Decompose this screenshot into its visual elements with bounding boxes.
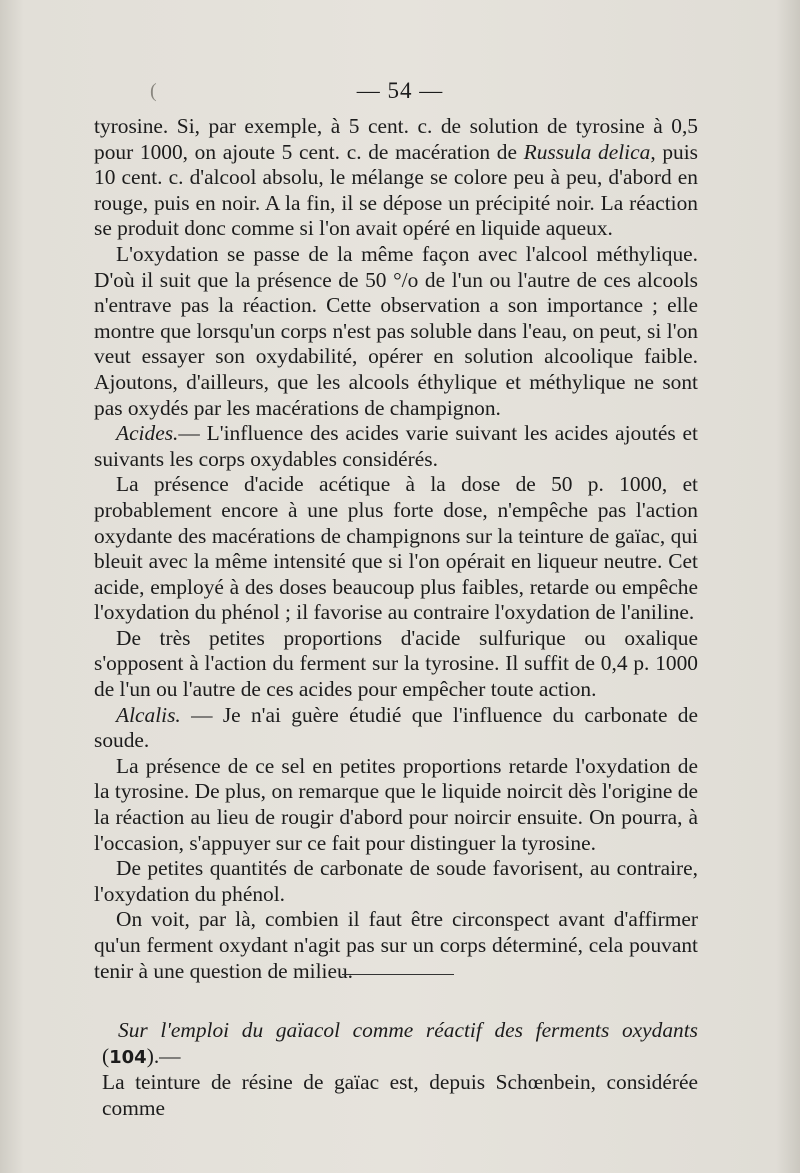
paragraph bbox=[94, 907, 698, 984]
text-run: De très petites proportions d'acide sulfurique ou oxalique s'opposent à l'action du ferment sur la tyrosine. Il suffit de 0,4 p. 1000 de l'un ou l'autre de ces acides pour empêcher toute action. bbox=[94, 625, 698, 702]
text-run: La teinture de résine de gaïac est, depuis Schœnbein, considérée comme bbox=[102, 1070, 698, 1120]
paragraph bbox=[94, 703, 698, 754]
paragraph bbox=[94, 242, 698, 421]
paragraph bbox=[94, 472, 698, 626]
text-run: , puis 10 cent. c. d'alcool absolu, le mélange se colore peu à peu, d'abord en rouge, puis en noir. A la fin, il se dépose un précipité noir. La réaction se produit donc comme si l'on avait opéré en liquide aqueux. bbox=[94, 139, 698, 241]
section-title: Sur l'emploi du gaïacol comme réactif des ferments oxydants bbox=[118, 1018, 698, 1042]
text-run: tyrosine. Si, par exemple, à 5 cent. c. de solution de tyrosine à 0,5 pour 1000, on ajoute 5 cent. c. de macération de bbox=[94, 114, 698, 164]
paragraph bbox=[94, 114, 698, 242]
text-run: ).— bbox=[146, 1043, 181, 1068]
text-run: L'oxydation se passe de la même façon avec l'alcool méthylique. D'où il suit que la présence de 50 °/o de l'un ou l'autre de ces alcools n'entrave pas la réaction. Cette observation a son importance ; elle montre que lorsqu'un corps n'est pas soluble dans l'eau, on peut, si l'on veut essayer son oxydabilité, opérer en solution alcoolique faible. Ajoutons, d'ailleurs, que les alcools éthylique et méthylique ne sont pas oxydés par les macérations de champignon. bbox=[94, 241, 698, 420]
text-run: De petites quantités de carbonate de soude favorisent, au contraire, l'oxydation du phénol. bbox=[94, 856, 698, 906]
paragraph bbox=[94, 754, 698, 856]
subheading-acides: Acides. bbox=[116, 421, 179, 446]
text-run: — L'influence des acides varie suivant les acides ajoutés et suivants les corps oxydables considérés. bbox=[94, 421, 698, 471]
text-run: ( bbox=[102, 1043, 110, 1068]
paragraph bbox=[94, 626, 698, 703]
section-heading bbox=[102, 1018, 698, 1070]
section-divider bbox=[342, 974, 454, 975]
body-text bbox=[94, 114, 698, 984]
text-run: La présence d'acide acétique à la dose de 50 p. 1000, et probablement encore à une plus forte dose, n'empêche pas l'action oxydante des macérations de champignons sur la teinture de gaïac, qui bleuit avec la même intensité que si l'on opérait en liqueur neutre. Cet acide, employé à des doses beaucoup plus faibles, retarde ou empêche l'oxydation du phénol ; il favorise au contraire l'oxydation de l'aniline. bbox=[94, 472, 698, 625]
text-run: — Je n'ai guère étudié que l'influence du carbonate de soude. bbox=[94, 702, 698, 753]
text-run: On voit, par là, combien il faut être circonspect avant d'affirmer qu'un ferment oxydant n'agit pas sur un corps déterminé, cela pouvant tenir à une question de milieu. bbox=[94, 907, 698, 983]
species-name: Russula delica bbox=[523, 139, 651, 164]
paragraph bbox=[102, 1070, 698, 1121]
subheading-alcalis: Alcalis. bbox=[116, 702, 181, 727]
margin-mark: ( bbox=[150, 80, 157, 102]
section-start bbox=[102, 1018, 698, 1121]
page-number: — 54 — bbox=[356, 78, 444, 103]
paragraph bbox=[94, 421, 698, 472]
reference-number: 104 bbox=[109, 1046, 147, 1068]
text-run: La présence de ce sel en petites proportions retarde l'oxydation de la tyrosine. De plus, on remarque que le liquide noircit dès l'origine de la réaction au lieu de rougir d'abord pour noircir ensuite. On pourra, à l'occasion, s'appuyer sur ce fait pour distinguer la tyrosine. bbox=[94, 753, 698, 855]
paragraph bbox=[94, 856, 698, 907]
